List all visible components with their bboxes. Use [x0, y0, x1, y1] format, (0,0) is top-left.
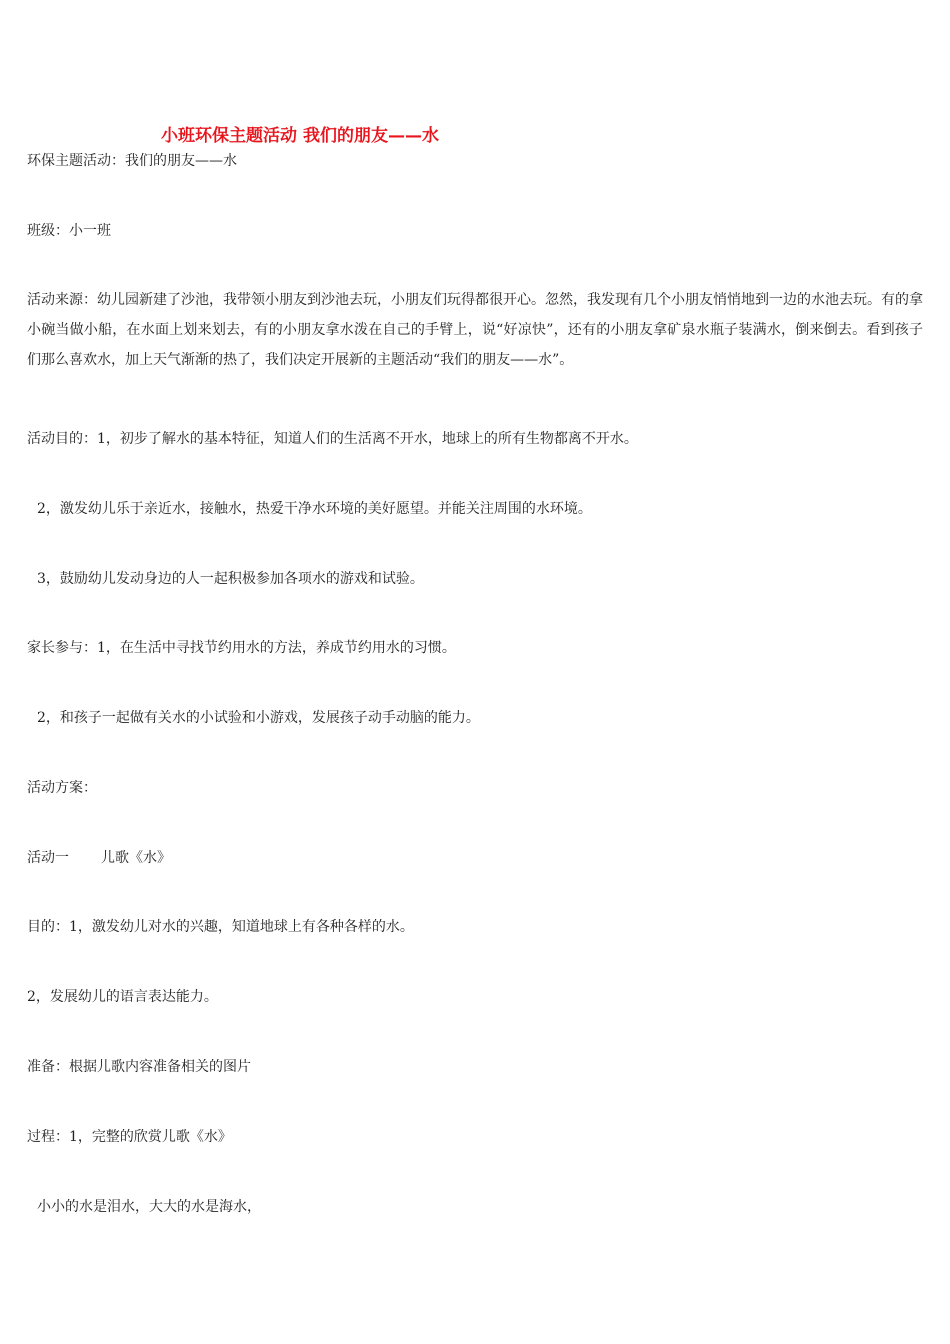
goal-1: 活动目的：1，初步了解水的基本特征，知道人们的生活离不开水，地球上的所有生物都离不开水。 [27, 431, 638, 447]
parent-2: 2，和孩子一起做有关水的小试验和小游戏，发展孩子动手动脑的能力。 [37, 710, 480, 726]
document-title: 小班环保主题活动 我们的朋友——水 [161, 126, 439, 146]
activity-1-label: 活动一 [27, 850, 69, 866]
goal-2: 2，激发幼儿乐于亲近水，接触水，热爱干净水环境的美好愿望。并能关注周围的水环境。 [37, 501, 592, 517]
theme-line: 环保主题活动：我们的朋友——水 [27, 153, 237, 169]
class-line: 班级：小一班 [27, 223, 111, 239]
plan-label: 活动方案： [27, 780, 97, 796]
aim-1: 目的：1，激发幼儿对水的兴趣，知道地球上有各种各样的水。 [27, 919, 414, 935]
poem-line-1: 小小的水是泪水，大大的水是海水， [37, 1199, 261, 1215]
source-paragraph: 活动来源：幼儿园新建了沙池，我带领小朋友到沙池去玩，小朋友们玩得都很开心。忽然，我发现有几个小朋友悄悄地到一边的水池去玩。有的拿小碗当做小船，在水面上划来划去，有的小朋友拿水泼在自己的手臂上，说“好凉快”，还有的小朋友拿矿泉水瓶子装满水，倒来倒去。看到孩子们那么喜欢水，加上天气渐渐的热了，我们决定开展新的主题活动“我们的朋友——水”。 [27, 292, 923, 368]
process-1: 过程：1，完整的欣赏儿歌《水》 [27, 1129, 232, 1145]
goal-3: 3，鼓励幼儿发动身边的人一起积极参加各项水的游戏和试验。 [37, 571, 424, 587]
parent-1: 家长参与：1，在生活中寻找节约用水的方法，养成节约用水的习惯。 [27, 640, 456, 656]
preparation: 准备：根据儿歌内容准备相关的图片 [27, 1059, 251, 1075]
activity-1-name: 儿歌《水》 [101, 850, 171, 866]
activity-1-heading [27, 848, 171, 868]
aim-2: 2，发展幼儿的语言表达能力。 [27, 989, 218, 1005]
